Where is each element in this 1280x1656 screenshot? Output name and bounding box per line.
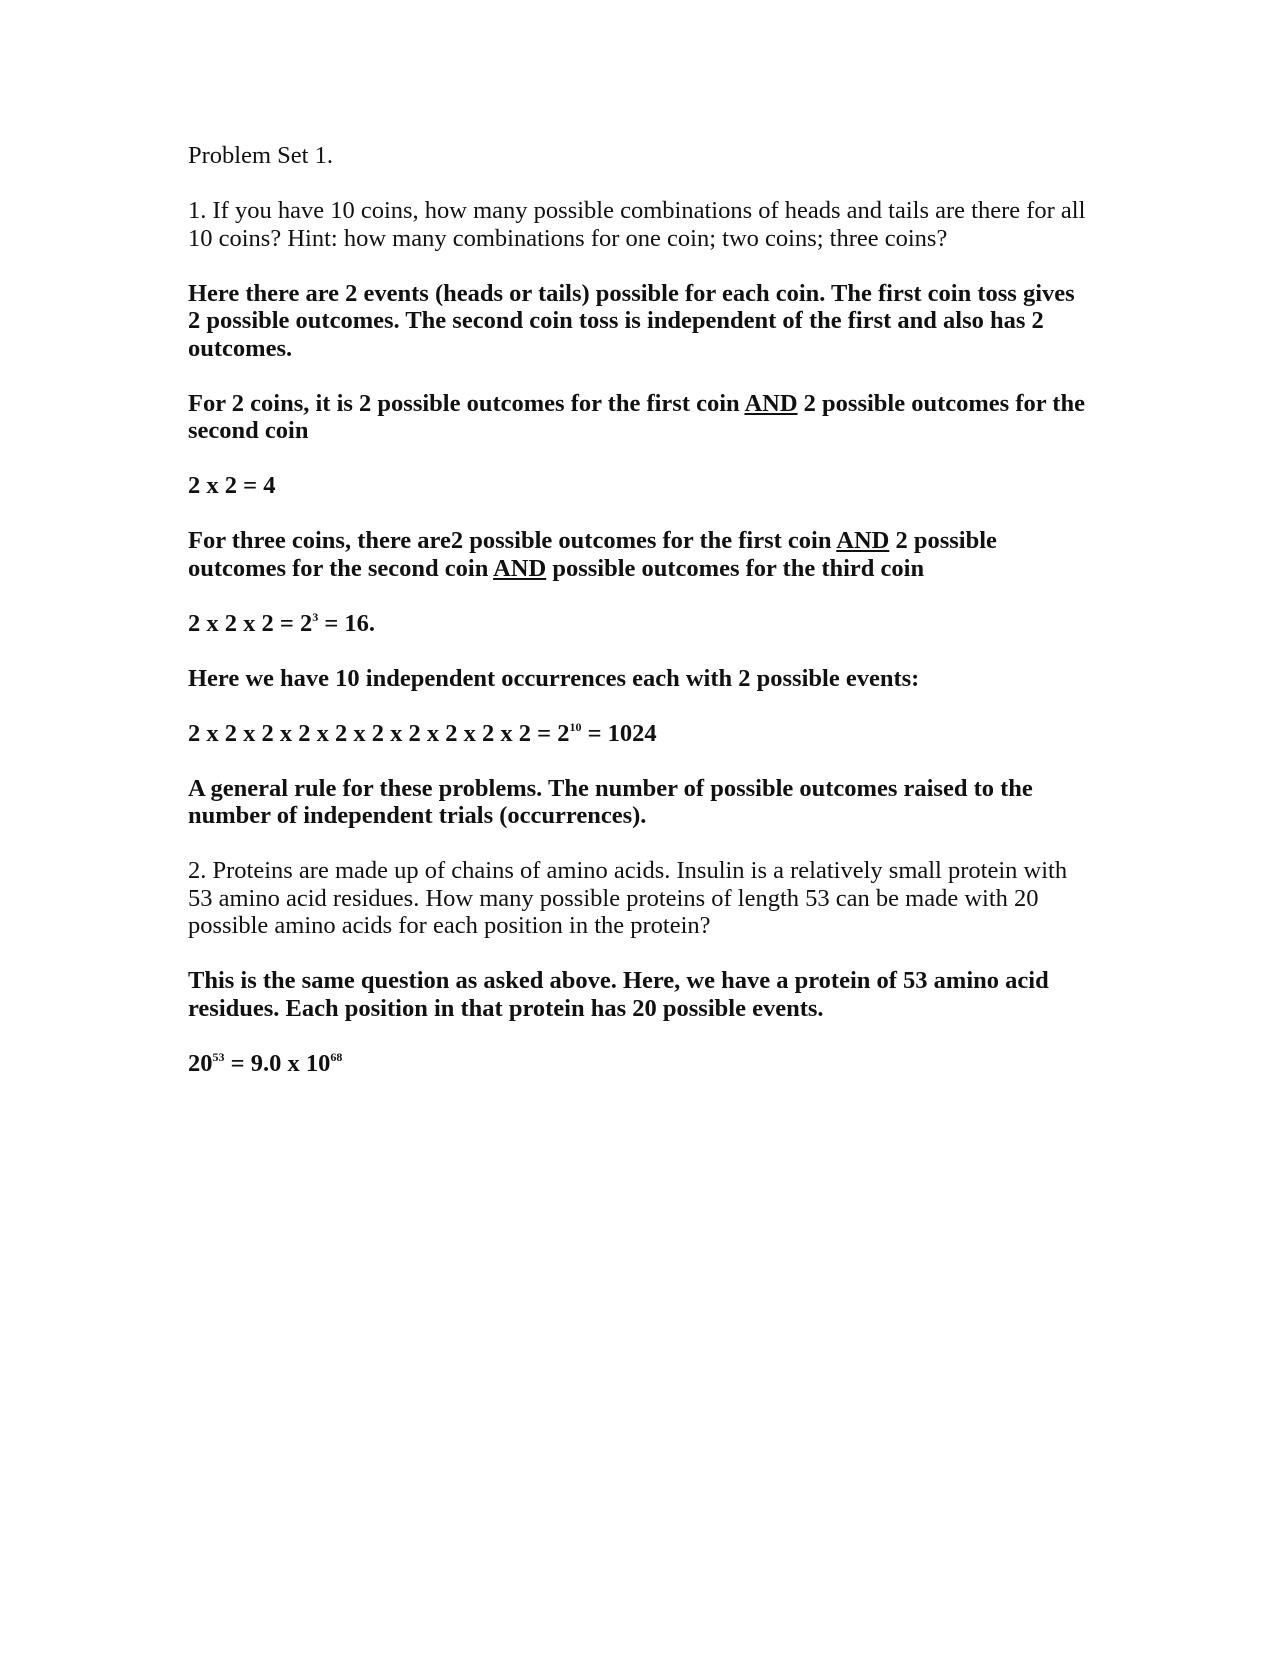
two-coins-and: AND — [744, 389, 798, 417]
two-coins-text-1: For 2 coins, it is 2 possible outcomes for the first coin — [188, 389, 745, 417]
problem-1-three-coins — [188, 527, 1088, 582]
problem-1-question: 1. If you have 10 coins, how many possible combinations of heads and tails are there for all 10 coins? Hint: how many combinations for one coin; two coins; three coins? — [188, 197, 1086, 252]
eq-ten-result: = 1024 — [581, 719, 657, 747]
problem-1-equation-three — [188, 610, 1088, 638]
problem-1-ten-intro: Here we have 10 independent occurrences each with 2 possible events: — [188, 664, 920, 692]
eq-three-exponent: 3 — [312, 609, 319, 624]
problem-1-equation-two: 2 x 2 = 4 — [188, 472, 276, 499]
three-coins-and-1: AND — [836, 527, 890, 554]
two-coins-text-2: 2 possible outcomes for the second coin — [188, 389, 1085, 444]
problem-2-question: 2. Proteins are made up of chains of amino acids. Insulin is a relatively small protein with 53 amino acid residues. How many possible proteins of length 53 can be made with 20 possible amino acids for each position in the protein? — [188, 857, 1068, 939]
eq-three-base: 2 x 2 x 2 = 2 — [188, 609, 313, 637]
problem-2-answer: This is the same question as asked above. Here, we have a protein of 53 amino acid residues. Each position in that protein has 20 possible events. — [188, 967, 1049, 1022]
eq-ten-base: 2 x 2 x 2 x 2 x 2 x 2 x 2 x 2 x 2 x 2 = 2 — [188, 719, 570, 747]
eq-ten-exponent: 10 — [569, 719, 582, 734]
eq-p2-base: 20 — [188, 1049, 213, 1077]
eq-p2-exponent-1: 53 — [212, 1049, 225, 1064]
problem-1-answer-intro: Here there are 2 events (heads or tails) possible for each coin. The first coin toss gives 2 possible outcomes. The second coin toss is independent of the first and also has 2 outcomes. — [188, 279, 1075, 362]
page-title: Problem Set 1. — [188, 142, 333, 169]
problem-1-equation-ten — [188, 720, 1088, 748]
three-coins-text-3: possible outcomes for the third coin — [546, 554, 925, 582]
three-coins-text-1: For three coins, there are2 possible outcomes for the first coin — [188, 527, 837, 554]
eq-p2-mid: = 9.0 x 10 — [224, 1049, 331, 1077]
document-page — [188, 142, 1088, 1105]
problem-1-general-rule: A general rule for these problems. The number of possible outcomes raised to the number of independent trials (occurrences). — [188, 774, 1033, 829]
eq-p2-exponent-2: 68 — [330, 1049, 343, 1064]
three-coins-text-2: 2 possible outcomes for the second coin — [188, 527, 997, 582]
three-coins-and-2: AND — [493, 554, 547, 582]
problem-1-two-coins — [188, 390, 1088, 445]
eq-three-result: = 16. — [318, 609, 376, 637]
problem-2-equation — [188, 1050, 1088, 1078]
